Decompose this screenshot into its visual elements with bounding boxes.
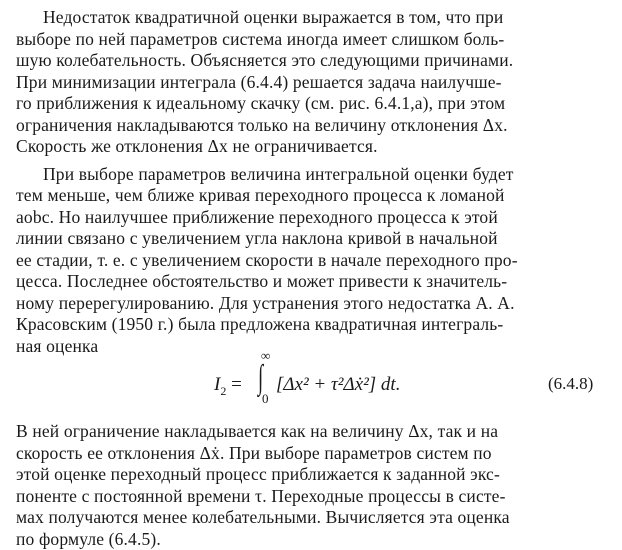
text-line: При выборе параметров величина интегральной оценки будет	[43, 164, 514, 184]
text-line: этой оценке переходный процесс приближается к заданной экс-	[16, 464, 500, 484]
text-line: по формуле (6.4.5).	[16, 529, 161, 549]
text-line: ному перерегулированию. Для устранения этого недостатка А. А.	[16, 293, 515, 313]
text-line: линии связано с увеличением угла наклона кривой в начальной	[16, 228, 498, 248]
text-line: ная оценка	[16, 336, 99, 356]
text-line: цесса. Последнее обстоятельство и может привести к значитель-	[16, 271, 508, 291]
text-line: aobc. Но наилучшее приближение переходного процесса к этой	[16, 207, 498, 227]
text-line: шую колебательность. Объясняется это следующими причинами.	[16, 50, 514, 70]
text-line: го приближения к идеальному скачку (см. рис. 6.4.1,а), при этом	[16, 93, 506, 113]
text-line: Красовским (1950 г.) была предложена квадратичная интеграль-	[16, 314, 504, 334]
text-line: выборе по ней параметров система иногда имеет слишком боль-	[16, 29, 505, 49]
text-line: При минимизации интеграла (6.4.4) решается задача наилучше-	[16, 72, 502, 92]
text-line: мах получаются менее колебательными. Вычисляется эта оценка	[16, 507, 510, 527]
text-line: ограничения накладываются только на величину отклонения Δx.	[16, 115, 508, 135]
text-line: Недостаток квадратичной оценки выражается в том, что при	[43, 7, 504, 27]
text-line: В ней ограничение накладывается как на величину Δx, так и на	[16, 421, 499, 441]
text-line: ее стадии, т. е. с увеличением скорости в начале переходного про-	[16, 250, 518, 270]
text-line: скорость ее отклонения Δẋ. При выборе параметров систем по	[16, 443, 492, 463]
text-line: Скорость же отклонения Δx не ограничивается.	[16, 136, 378, 156]
text-line: тем меньше, чем ближе кривая переходного процесса к ломаной	[16, 185, 505, 205]
integral-sign: ∫	[258, 359, 264, 396]
formula-lhs: $I_2$ =	[214, 374, 242, 398]
formula-integrand: [Δx² + τ²Δẋ²] dt.	[276, 374, 401, 395]
formula-6-4-8	[0, 348, 622, 414]
integral-lower-limit: 0	[262, 391, 269, 406]
formula-number: (6.4.8)	[548, 374, 594, 393]
text-line: поненте с постоянной времени τ. Переходные процессы в систе-	[16, 486, 506, 506]
integral-upper-limit: ∞	[261, 348, 271, 363]
